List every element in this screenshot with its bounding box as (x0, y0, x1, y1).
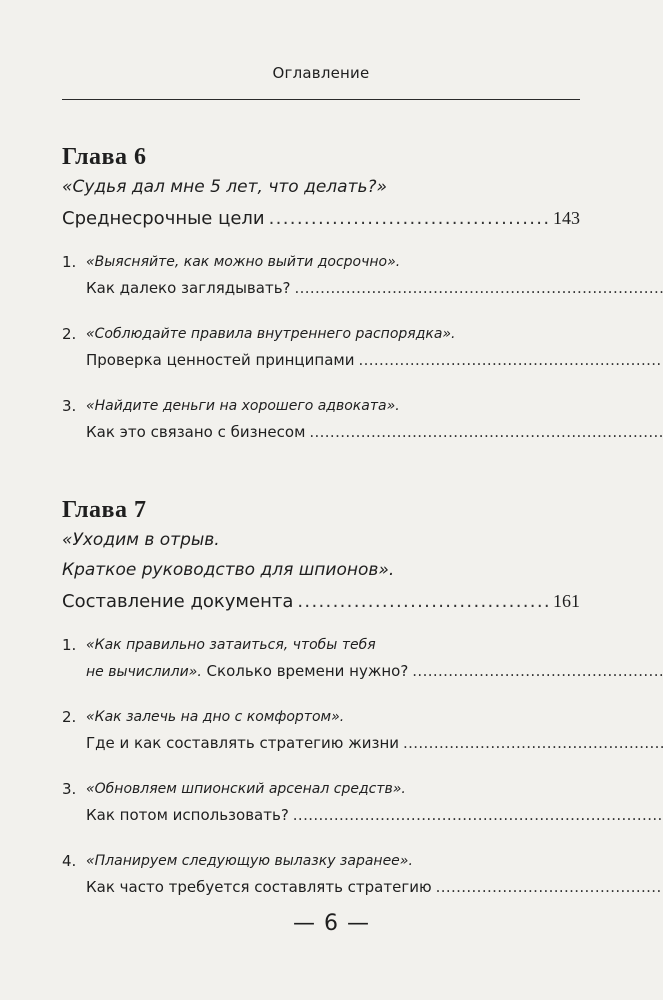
header-rule (62, 99, 580, 100)
toc-item-quote: «Как залечь на дно с комфортом». (86, 709, 345, 725)
dot-leader (403, 730, 663, 756)
toc-item-quote: «Как правильно затаиться, чтобы тебя (86, 637, 376, 653)
toc-item-quote: «Планируем следующую вылазку заранее». (86, 853, 413, 869)
dot-leader (293, 802, 663, 828)
toc-item-number: 1. (62, 636, 77, 654)
chapter-6-section (62, 142, 580, 465)
toc-item[interactable] (62, 848, 580, 901)
toc-item-quote: «Соблюдайте правила внутреннего распорядка». (86, 326, 456, 342)
chapter-6-main-page: 143 (553, 208, 580, 228)
chapter-7-main-title: Составление документа (62, 591, 294, 612)
toc-item-title: Как далеко заглядывать? (86, 279, 291, 297)
toc-item-number: 2. (62, 708, 77, 726)
toc-item-number: 1. (62, 253, 77, 271)
chapter-6-items (62, 249, 580, 446)
toc-item[interactable] (62, 321, 580, 374)
dot-leader (309, 419, 663, 445)
toc-item-title: Как это связано с бизнесом (86, 423, 306, 441)
toc-item[interactable] (62, 632, 580, 685)
toc-item-title: Где и как составлять стратегию жизни (86, 734, 399, 752)
toc-item-number: 2. (62, 325, 77, 343)
toc-item[interactable] (62, 393, 580, 446)
dot-leader (269, 203, 549, 235)
page-number: — 6 — (293, 911, 370, 936)
chapter-7-main-entry[interactable] (62, 585, 580, 618)
chapter-7-label: Глава 7 (62, 497, 147, 523)
chapter-7-main-page: 161 (553, 591, 580, 611)
toc-item[interactable] (62, 249, 580, 302)
dot-leader (358, 347, 663, 373)
toc-item-number: 3. (62, 397, 77, 415)
toc-item-number: 4. (62, 852, 77, 870)
toc-item-quote: «Обновляем шпионский арсенал средств». (86, 781, 406, 797)
dot-leader (412, 658, 663, 684)
toc-item[interactable] (62, 704, 580, 757)
toc-item-quote: «Найдите деньги на хорошего адвоката». (86, 398, 400, 414)
chapter-6-main-title: Среднесрочные цели (62, 208, 265, 229)
chapter-6-main-entry[interactable] (62, 202, 580, 235)
toc-item-quote-continuation: не вычислили». (86, 664, 202, 680)
chapter-7-section (62, 495, 580, 920)
running-head: Оглавление (272, 64, 370, 82)
toc-item-quote: «Выясняйте, как можно выйти досрочно». (86, 254, 401, 270)
chapter-6-quote: «Судья дал мне 5 лет, что делать?» (62, 177, 388, 197)
dot-leader (295, 275, 663, 301)
toc-item-title: Как часто требуется составлять стратегию (86, 878, 432, 896)
chapter-7-quote-line-2: Краткое руководство для шпионов». (62, 560, 395, 580)
toc-item[interactable] (62, 776, 580, 829)
dot-leader (436, 874, 663, 900)
toc-item-title: Проверка ценностей принципами (86, 351, 355, 369)
toc-item-title: Как потом использовать? (86, 806, 289, 824)
chapter-7-quote-line-1: «Уходим в отрыв. (62, 530, 220, 550)
dot-leader (297, 586, 549, 618)
toc-item-number: 3. (62, 780, 77, 798)
toc-item-title: Сколько времени нужно? (201, 662, 409, 680)
chapter-6-label: Глава 6 (62, 144, 147, 170)
chapter-7-items (62, 632, 580, 901)
